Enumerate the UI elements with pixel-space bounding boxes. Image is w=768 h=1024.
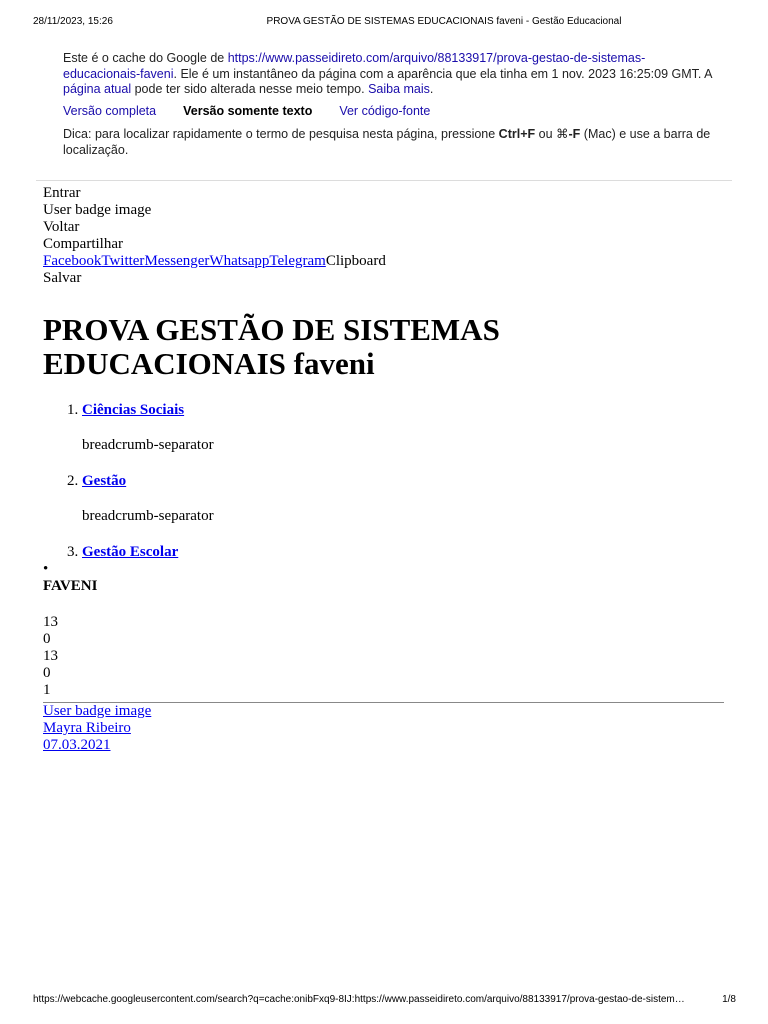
print-page-number: 1/8 (722, 994, 736, 1005)
cache-divider (36, 180, 732, 181)
share-telegram-link[interactable]: Telegram (269, 253, 326, 269)
cache-tip (63, 127, 723, 158)
save-button[interactable]: Salvar (43, 270, 82, 286)
stat-value: 0 (43, 665, 51, 681)
list-bullet: • (43, 561, 49, 577)
cached-url-link[interactable]: https://www.passeidireto.com/arquivo/88133917/prova-gestao-de-sistemas-educacionais-faveni (63, 51, 646, 81)
publish-date-link[interactable]: 07.03.2021 (43, 737, 111, 753)
breadcrumb-ciencias-sociais[interactable]: Ciências Sociais (82, 402, 185, 418)
cache-mid: . Ele é um instantâneo da página com a aparência que ela tinha em 1 nov. 2023 16:25:09 GMT. A (173, 66, 712, 81)
cache-end: . (429, 82, 434, 96)
cached-page-content (43, 185, 723, 754)
cache-version-tabs (63, 104, 430, 118)
print-header (0, 0, 768, 44)
share-label[interactable]: Compartilhar (43, 236, 123, 252)
print-url: https://webcache.googleusercontent.com/search?q=cache:onibFxq9-8IJ:https://www.passeidireto.com/arquivo/88133917/prova-gestao-de-sistem… (33, 994, 685, 1005)
document-stats (43, 614, 723, 699)
breadcrumb (43, 402, 723, 561)
cache-intro: Este é o cache do Google de (63, 51, 228, 65)
tab-full-version[interactable]: Versão completa (63, 104, 157, 118)
learn-more-link[interactable]: Saiba mais (368, 82, 430, 96)
current-page-link[interactable]: página atual (63, 82, 132, 96)
publish-date (43, 737, 723, 754)
breadcrumb-gestao-escolar[interactable]: Gestão Escolar (82, 544, 179, 560)
cache-notice (63, 51, 713, 98)
tip-pre: Dica: para localizar rapidamente o termo de pesquisa nesta página, pressione (63, 127, 499, 141)
share-whatsapp-link[interactable]: Whatsapp (209, 253, 270, 269)
tip-post: (Mac) e use a barra de localização. (63, 127, 711, 157)
author-name-link[interactable]: Mayra Ribeiro (43, 720, 131, 736)
print-date: 28/11/2023, 15:26 (33, 16, 113, 27)
author-badge (43, 703, 723, 720)
tab-text-only-version[interactable]: Versão somente texto (183, 104, 313, 118)
share-twitter-link[interactable]: Twitter (101, 253, 145, 269)
user-badge-image: User badge image (43, 202, 152, 218)
breadcrumb-item (82, 473, 723, 525)
command-key-icon: ⌘ (556, 127, 569, 141)
stat-value: 13 (43, 648, 58, 664)
document-title: PROVA GESTÃO DE SISTEMAS EDUCACIONAIS faveni (43, 312, 500, 381)
share-messenger-link[interactable]: Messenger (144, 253, 210, 269)
cache-after: pode ter sido alterada nesse meio tempo. (131, 82, 369, 96)
enter-link[interactable]: Entrar (43, 185, 81, 201)
share-options (43, 253, 723, 270)
stat-value: 0 (43, 631, 51, 647)
tip-key-ctrl-f: Ctrl+F (498, 127, 536, 141)
share-facebook-link[interactable]: Facebook (43, 253, 102, 269)
tip-or: ou (535, 127, 556, 141)
tab-view-source[interactable]: Ver código-fonte (339, 104, 431, 118)
share-clipboard[interactable]: Clipboard (325, 253, 386, 269)
tip-key-cmd-f: -F (568, 127, 581, 141)
breadcrumb-item (82, 402, 723, 454)
breadcrumb-separator: breadcrumb-separator (82, 437, 214, 453)
print-title: PROVA GESTÃO DE SISTEMAS EDUCACIONAIS faveni - Gestão Educacional (266, 16, 622, 27)
breadcrumb-item (82, 544, 723, 561)
stat-value: 13 (43, 614, 58, 630)
author-badge-link[interactable]: User badge image (43, 703, 152, 719)
stat-value: 1 (43, 682, 51, 698)
breadcrumb-separator: breadcrumb-separator (82, 508, 214, 524)
author (43, 720, 723, 737)
breadcrumb-gestao[interactable]: Gestão (82, 473, 127, 489)
institution-name[interactable]: FAVENI (43, 578, 98, 594)
back-button[interactable]: Voltar (43, 219, 80, 235)
